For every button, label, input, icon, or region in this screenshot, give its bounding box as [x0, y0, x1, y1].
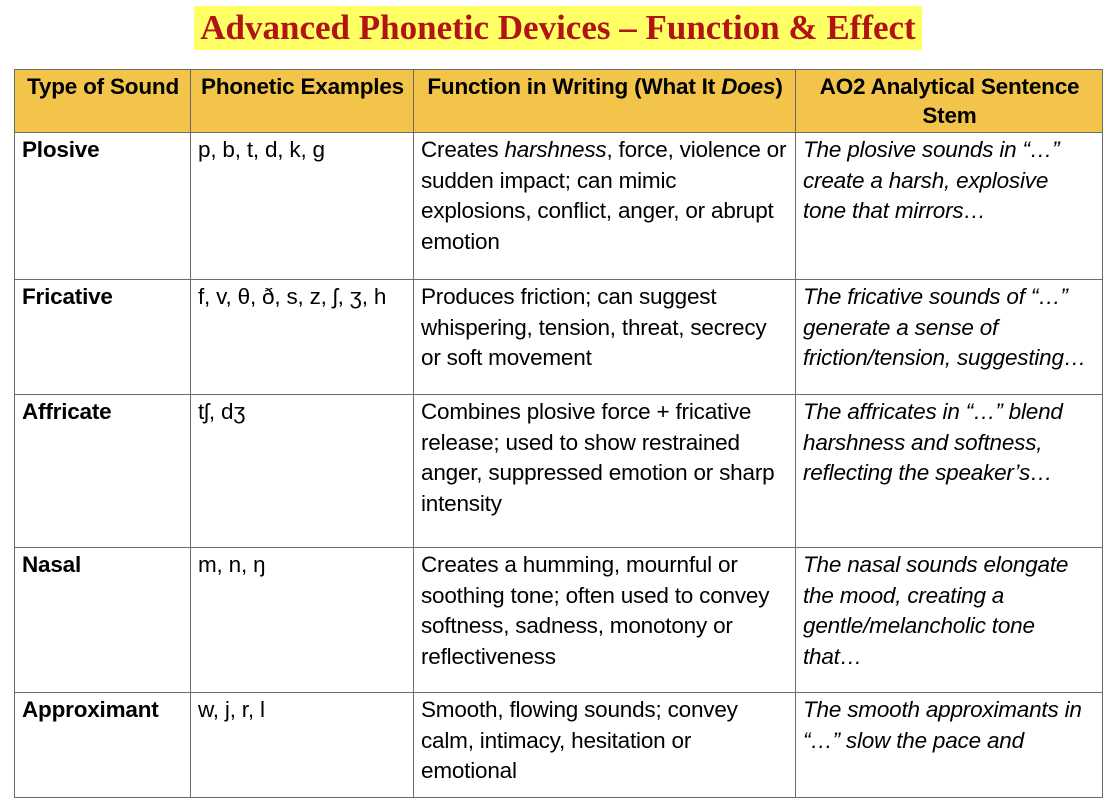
phonetic-devices-table-container [14, 69, 1102, 798]
cell-examples-affricate: tʃ, dʒ [191, 395, 414, 548]
cell-examples-fricative: f, v, θ, ð, s, z, ʃ, ʒ, h [191, 280, 414, 395]
cell-examples-plosive: p, b, t, d, k, g [191, 133, 414, 280]
column-header-phonetic-examples: Phonetic Examples [191, 70, 414, 133]
cell-function-plosive [414, 133, 796, 280]
title-container [0, 6, 1116, 50]
function-text-pre: Produces friction; can suggest whispering, tension, threat, secrecy or soft movement [421, 284, 767, 370]
cell-stem-approximant: The smooth approximants in “…” slow the pace and [796, 693, 1103, 798]
cell-examples-nasal: m, n, ŋ [191, 548, 414, 693]
table-header [15, 70, 1103, 133]
function-text-italic: harshness [504, 137, 607, 162]
table-body [15, 133, 1103, 798]
cell-stem-plosive: The plosive sounds in “…” create a harsh, explosive tone that mirrors… [796, 133, 1103, 280]
column-header-type-of-sound: Type of Sound [15, 70, 191, 133]
cell-function-nasal [414, 548, 796, 693]
function-text-pre: Smooth, flowing sounds; convey calm, intimacy, hesitation or emotional [421, 697, 738, 783]
cell-type-nasal: Nasal [15, 548, 191, 693]
table-row [15, 548, 1103, 693]
cell-stem-affricate: The affricates in “…” blend harshness and softness, reflecting the speaker’s… [796, 395, 1103, 548]
cell-type-approximant: Approximant [15, 693, 191, 798]
cell-examples-approximant: w, j, r, l [191, 693, 414, 798]
column-header-function-italic: Does [721, 74, 776, 99]
cell-function-affricate [414, 395, 796, 548]
table-row [15, 395, 1103, 548]
cell-stem-fricative: The fricative sounds of “…” generate a sense of friction/tension, suggesting… [796, 280, 1103, 395]
column-header-function-in-writing [414, 70, 796, 133]
cell-type-affricate: Affricate [15, 395, 191, 548]
column-header-function-tail: ) [775, 74, 783, 99]
phonetic-devices-table [14, 69, 1103, 798]
cell-function-fricative [414, 280, 796, 395]
cell-type-plosive: Plosive [15, 133, 191, 280]
table-row [15, 280, 1103, 395]
table-header-row [15, 70, 1103, 133]
function-text-pre: Creates [421, 137, 505, 162]
function-text-pre: Combines plosive force + fricative release; used to show restrained anger, suppressed emotion or sharp intensity [421, 399, 775, 516]
column-header-function-plain: Function in Writing (What It [427, 74, 722, 99]
table-row [15, 693, 1103, 798]
column-header-ao2-sentence-stem: AO2 Analytical Sentence Stem [796, 70, 1103, 133]
cell-type-fricative: Fricative [15, 280, 191, 395]
table-row [15, 133, 1103, 280]
cell-stem-nasal: The nasal sounds elongate the mood, creating a gentle/melancholic tone that… [796, 548, 1103, 693]
function-text-post: , force, violence or sudden impact; can mimic explosions, conflict, anger, or abrupt emotion [421, 137, 787, 254]
function-text-pre: Creates a humming, mournful or soothing tone; often used to convey softness, sadness, monotony or reflectiveness [421, 552, 770, 669]
cell-function-approximant [414, 693, 796, 798]
page-title: Advanced Phonetic Devices – Function & Effect [194, 6, 921, 50]
